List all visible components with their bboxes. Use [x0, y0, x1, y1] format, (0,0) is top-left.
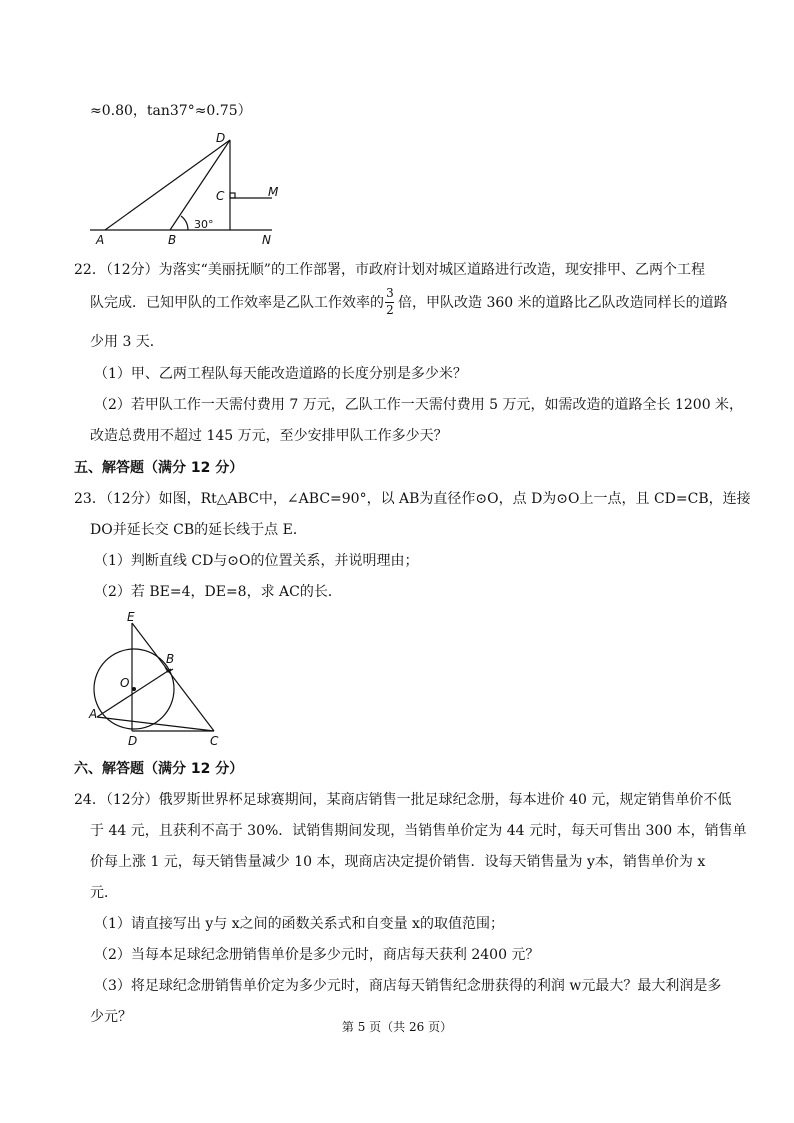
q23-part1: （1）判断直线 CD与⊙O的位置关系，并说明理由； — [94, 553, 419, 569]
label-N: N — [262, 233, 271, 247]
label-B: B — [166, 652, 175, 666]
figure-q21 — [0, 130, 794, 270]
section6-heading: 六、解答题（满分 12 分） — [74, 761, 244, 777]
label-C: C — [216, 189, 225, 203]
q22-line2a: 队完成．已知甲队的工作效率是乙队工作效率的 — [90, 295, 384, 311]
figure-q23 — [0, 605, 794, 748]
label-D: D — [128, 734, 138, 748]
label-A: A — [89, 707, 98, 721]
q24-part1: （1）请直接写出 y与 x之间的函数关系式和自变量 x的取值范围； — [94, 916, 504, 932]
label-A: A — [96, 233, 105, 247]
label-C: C — [210, 734, 219, 748]
label-E: E — [127, 610, 135, 624]
q23-line1: 23．（12分）如图，Rt△ABC中，∠ABC=90°，以 AB为直径作⊙O，点 D为⊙O上一点，且 CD=CB，连接 — [74, 491, 751, 507]
q24-part3b: 少元？ — [90, 1009, 132, 1025]
q24-line4: 元． — [90, 885, 118, 901]
q22-frac-den: 2 — [386, 303, 394, 317]
label-angle: 30° — [194, 218, 214, 231]
q24-line1: 24．（12分）俄罗斯世界杯足球赛期间，某商店销售一批足球纪念册，每本进价 40 元，规定销售单价不低 — [74, 792, 732, 808]
q24-line3: 价每上涨 1 元，每天销售量减少 10 本，现商店决定提价销售．设每天销售量为 y本，销售单价为 x — [90, 854, 706, 870]
page-footer: 第 5 页（共 26 页） — [341, 1020, 453, 1034]
q23-line2: DO并延长交 CB的延长线于点 E． — [90, 522, 307, 538]
label-M: M — [268, 185, 279, 199]
section5-heading: 五、解答题（满分 12 分） — [74, 460, 244, 476]
label-B: B — [168, 233, 177, 247]
top-note: ≈0.80，tan37°≈0.75） — [90, 103, 252, 119]
q22-frac-num: 3 — [386, 286, 394, 300]
label-O: O — [120, 676, 130, 690]
q24-part2: （2）当每本足球纪念册销售单价是多少元时，商店每天获利 2400 元？ — [94, 947, 540, 963]
q22-line2b: 倍，甲队改造 360 米的道路比乙队改造同样长的道路 — [398, 295, 728, 311]
label-D: D — [216, 131, 226, 145]
q24-part3a: （3）将足球纪念册销售单价定为多少元时，商店每天销售纪念册获得的利润 w元最大？最大利润是多 — [94, 978, 722, 994]
q24-line2: 于 44 元，且获利不高于 30%．试销售期间发现，当销售单价定为 44 元时，每天可售出 300 本，销售单 — [90, 823, 747, 839]
q22-line3: 少用 3 天． — [90, 334, 164, 350]
q23-part2: （2）若 BE=4，DE=8，求 AC的长． — [94, 584, 342, 600]
q22-line1: 22．（12分）为落实“美丽抚顺”的工作部署，市政府计划对城区道路进行改造，现安排甲、乙两个工程 — [74, 262, 705, 278]
q22-part2a: （2）若甲队工作一天需付费用 7 万元，乙队工作一天需付费用 5 万元，如需改造的道路全长 1200 米， — [94, 397, 744, 413]
q22-part2b: 改造总费用不超过 145 万元，至少安排甲队工作多少天？ — [90, 428, 448, 444]
q22-part1: （1）甲、乙两工程队每天能改造道路的长度分别是多少米？ — [94, 366, 467, 382]
